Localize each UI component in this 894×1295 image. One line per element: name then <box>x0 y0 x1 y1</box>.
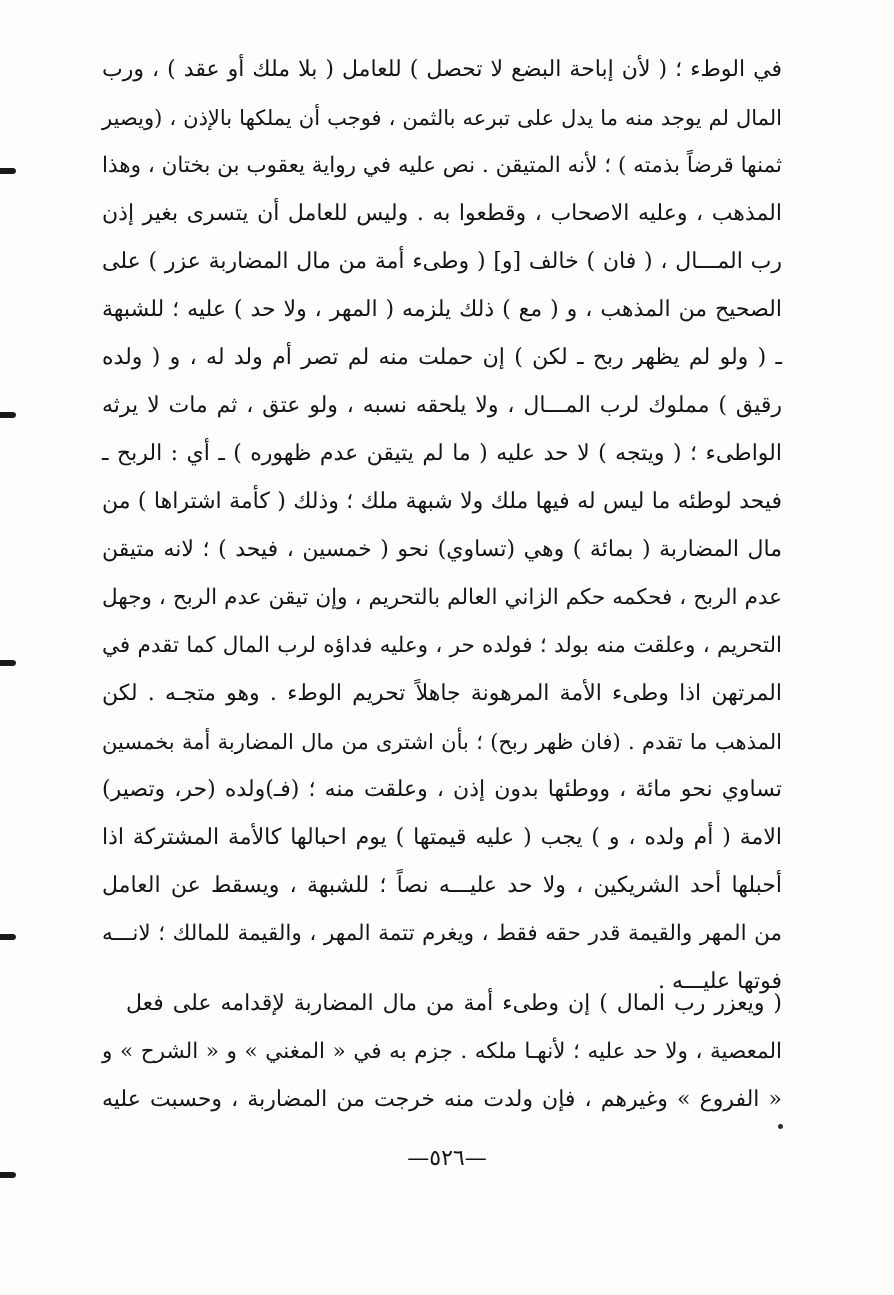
ink-speck <box>778 1124 783 1129</box>
binding-mark <box>0 660 16 666</box>
text-line: تساوي نحو مائة ، ووطئها بدون إذن ، وعلقت منه ؛ (فـ)ولده (حر، وتصير) <box>102 777 782 802</box>
text-line: مال المضاربة ( بمائة ) وهي (تساوي) نحو ( خمسين ، فيحد ) ؛ لانه متيقن <box>102 537 782 562</box>
binding-mark <box>0 168 16 174</box>
text-line: ( ويعزر رب المال ) إن وطىء أمة من مال المضاربة لإقدامه على فعل <box>126 991 782 1016</box>
text-line: رب المـــال ، ( فان ) خالف [و] ( وطىء أمة من مال المضاربة عزر ) على <box>102 249 782 274</box>
text-line: أحبلها أحد الشريكين ، ولا حد عليـــه نصاً ؛ للشبهة ، ويسقط عن العامل <box>102 873 782 898</box>
text-line: ثمنها قرضاً بذمته ) ؛ لأنه المتيقن . نص عليه في رواية يعقوب بن بختان ، وهذا <box>102 153 782 178</box>
binding-mark <box>0 412 16 418</box>
text-line: المرتهن اذا وطىء الأمة المرهونة جاهلاً تحريم الوطء . وهو متجـه . لكن <box>102 681 782 706</box>
text-line: الصحيح من المذهب ، و ( مع ) ذلك يلزمه ( المهر ، ولا حد ) عليه ؛ للشبهة <box>102 297 782 322</box>
text-line: الامة ( أم ولده ، و ) يجب ( عليه قيمتها ) يوم احبالها كالأمة المشتركة اذا <box>102 825 782 850</box>
text-line: ـ ( ولو لم يظهر ربح ـ لكن ) إن حملت منه لم تصر أم ولد له ، و ( ولده <box>102 345 782 370</box>
text-line: « الفروع » وغيرهم ، فإن ولدت منه خرجت من المضاربة ، وحسبت عليه <box>102 1087 782 1112</box>
page-number: —٥٢٦— <box>407 1146 487 1171</box>
text-line: المذهب ، وعليه الاصحاب ، وقطعوا به . وليس للعامل أن يتسرى بغير إذن <box>102 201 782 226</box>
text-line: من المهر والقيمة قدر حقه فقط ، ويغرم تتمة المهر ، والقيمة للمالك ؛ لانـــه <box>102 921 782 946</box>
text-line: المعصية ، ولا حد عليه ؛ لأنهـا ملكه . جزم به في « المغني » و « الشرح » و <box>102 1039 782 1064</box>
binding-mark <box>0 934 16 940</box>
text-line: المذهب ما تقدم . (فان ظهر ربح) ؛ بأن اشترى من مال المضاربة أمة بخمسين <box>102 730 782 754</box>
binding-mark <box>0 1172 16 1178</box>
text-line: فيحد لوطئه ما ليس له فيها ملك ولا شبهة ملك ؛ وذلك ( كأمة اشتراها ) من <box>102 489 782 514</box>
text-line: فوتها عليـــه . <box>657 969 782 994</box>
text-line: المال لم يوجد منه ما يدل على تبرعه بالثمن ، فوجب أن يملكها بالإذن ، (ويصير <box>102 106 782 130</box>
text-line: عدم الربح ، فحكمه حكم الزاني العالم بالتحريم ، وإن تيقن عدم الربح ، وجهل <box>102 585 782 610</box>
text-line: التحريم ، وعلقت منه بولد ؛ فولده حر ، وعليه فداؤه لرب المال كما تقدم في <box>102 633 782 658</box>
text-line: الواطىء ؛ ( ويتجه ) لا حد عليه ( ما لم يتيقن عدم ظهوره ) ـ أي : الربح ـ <box>102 441 782 466</box>
text-line: في الوطء ؛ ( لأن إباحة البضع لا تحصل ) للعامل ( بلا ملك أو عقد ) ، ورب <box>102 57 782 82</box>
text-line: رقيق ) مملوك لرب المـــال ، ولا يلحقه نسبه ، ولو عتق ، ثم مات لا يرثه <box>102 393 782 418</box>
